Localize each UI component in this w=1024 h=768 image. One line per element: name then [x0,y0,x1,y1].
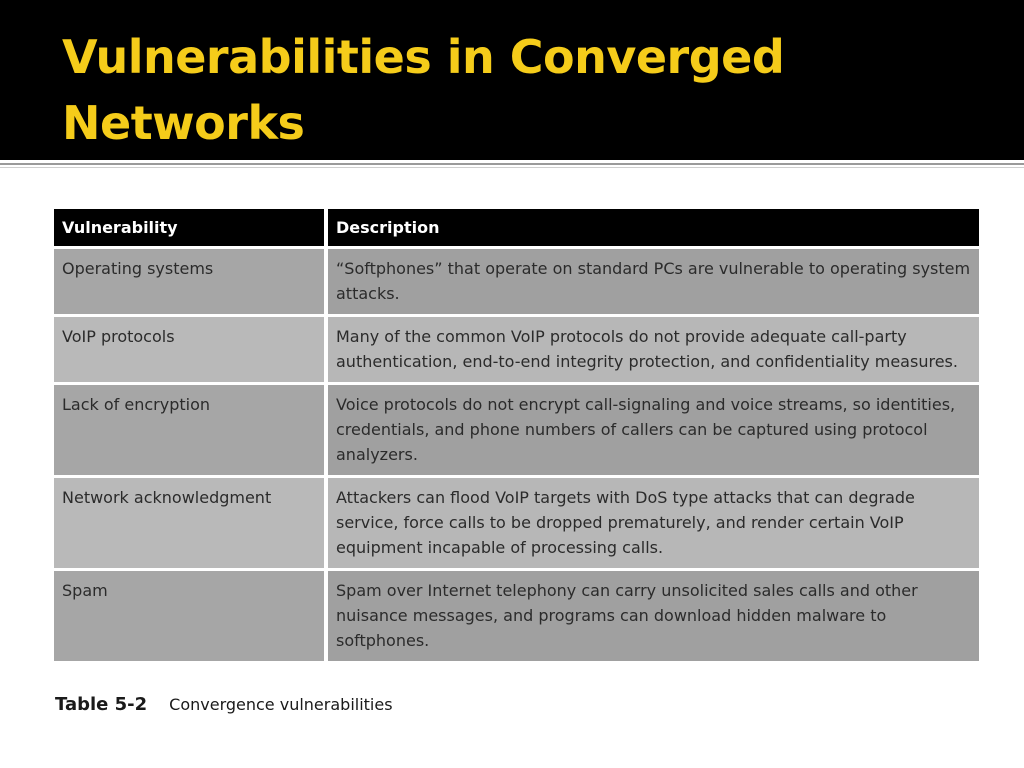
cell-vulnerability: Operating systems [54,249,324,314]
table-row [54,478,979,568]
cell-vulnerability: VoIP protocols [54,317,324,382]
cell-vulnerability: Network acknowledgment [54,478,324,568]
cell-description: Spam over Internet telephony can carry unsolicited sales calls and other nuisance messages, and programs can download hidden malware to softphones. [328,571,979,661]
header-vulnerability: Vulnerability [54,209,324,246]
caption-number: Table 5-2 [55,694,148,715]
header-description: Description [328,209,979,246]
table-header-row [54,209,979,246]
cell-description: Voice protocols do not encrypt call-signaling and voice streams, so identities, credentials, and phone numbers of callers can be captured using protocol analyzers. [328,385,979,475]
vulnerability-table [54,209,979,664]
title-divider [0,163,1024,165]
table-row [54,317,979,382]
table-row [54,571,979,661]
slide-title: Vulnerabilities in Converged Networks [62,30,785,150]
cell-vulnerability: Spam [54,571,324,661]
cell-description: Attackers can flood VoIP targets with DoS type attacks that can degrade service, force calls to be dropped prematurely, and render certain VoIP equipment incapable of processing calls. [328,478,979,568]
table-caption [55,694,393,715]
caption-text: Convergence vulnerabilities [169,695,393,714]
cell-vulnerability: Lack of encryption [54,385,324,475]
cell-description: Many of the common VoIP protocols do not provide adequate call-party authentication, end-to-end integrity protection, and confidentiality measures. [328,317,979,382]
cell-description: “Softphones” that operate on standard PCs are vulnerable to operating system attacks. [328,249,979,314]
table-row [54,385,979,475]
title-bar [0,0,1024,160]
table-row [54,249,979,314]
title-divider-thin [0,167,1024,168]
